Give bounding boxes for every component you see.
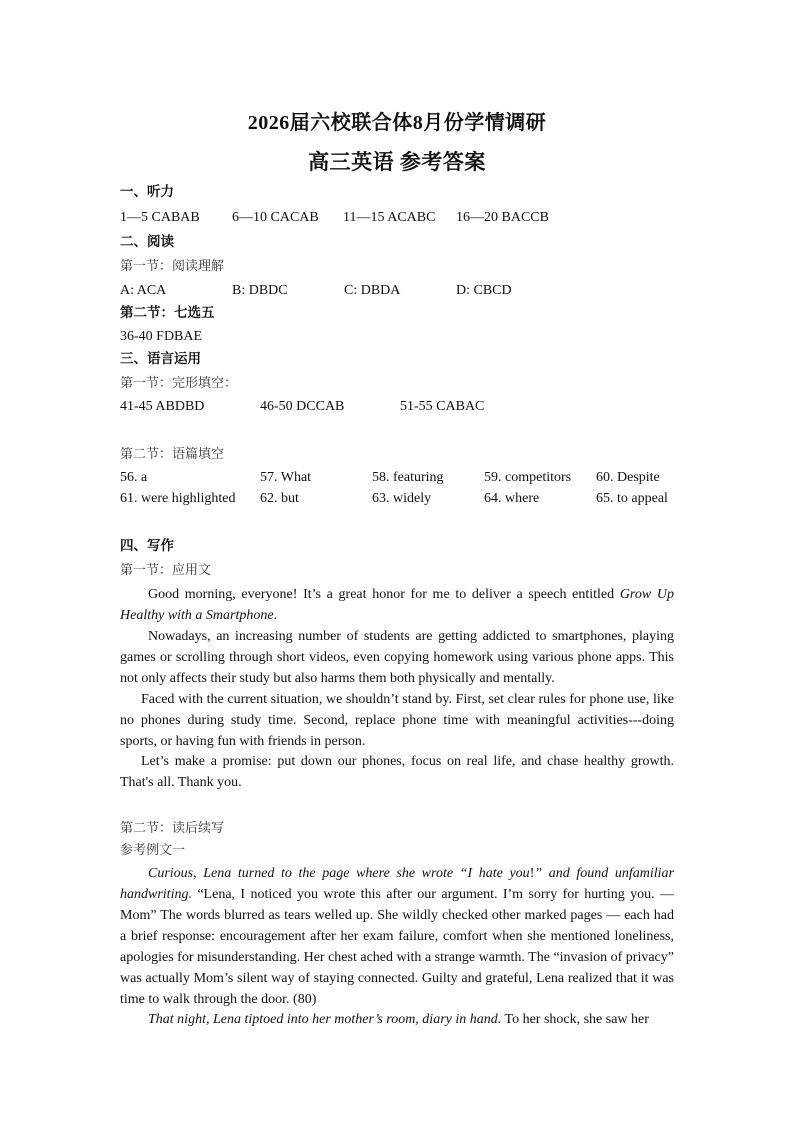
reading-section2-label: 第二节：七选五 [120, 305, 215, 321]
story-paragraph-1: Curious, Lena turned to the page where she wrote “I hate you!” and found unfamiliar handwriting. “Lena, I noticed you wrote this after our argument. I’m sorry for hurting you. —Mom” The words blurred as tears welled up. She wildly checked other marked pages — each had a brief response: encouragement after her exam failure, comfort when she mentioned loneliness, apologies for misunderstanding. Her chest ached with a strange warmth. The “invasion of privacy” was actually Mom’s silent way of staying connected. Guilty and grateful, Lena realized that it was time to walk through the door. (80) [120, 866, 675, 1007]
grammar-answer-56: 56. a [120, 470, 148, 485]
reading-section1-label: 第一节：阅读理解 [120, 259, 225, 274]
listening-heading: 一、听力 [120, 184, 174, 200]
reading-section2-answers: 36-40 FDBAE [120, 329, 203, 344]
grammar-answer-59: 59. competitors [484, 470, 572, 485]
writing-section2-label: 第二节：读后续写 [120, 821, 225, 836]
exam-title: 2026届六校联合体8月份学情调研 [247, 112, 547, 134]
essay-paragraph-4: Let’s make a promise: put down our phones, focus on real life, and chase healthy growth. That's all. Thank you. [120, 754, 674, 790]
grammar-fill-label: 第二节：语篇填空 [120, 447, 225, 462]
sample-essay-label: 参考例文一 [120, 843, 186, 858]
grammar-answer-64: 64. where [484, 491, 540, 506]
grammar-answer-57: 57. What [260, 470, 312, 485]
language-use-heading: 三、语言运用 [120, 351, 201, 367]
writing-section1-label: 第一节：应用文 [120, 563, 212, 578]
listening-group-4: 16—20 BACCB [456, 210, 549, 225]
writing-heading: 四、写作 [120, 538, 174, 554]
grammar-answer-65: 65. to appeal [596, 491, 668, 506]
essay-paragraph-3: Faced with the current situation, we shouldn’t stand by. First, set clear rules for phone use, like no phones during study time. Second, replace phone time with meaningful activities---doing sports, or having fun with friends in person. [120, 692, 674, 749]
answer-key-title: 高三英语 参考答案 [308, 150, 486, 174]
grammar-answer-58: 58. featuring [372, 470, 444, 485]
reading-answer-c: C: DBDA [344, 283, 401, 298]
listening-group-1: 1—5 CABAB [120, 210, 200, 225]
reading-answer-b: B: DBDC [232, 283, 288, 298]
listening-group-2: 6—10 CACAB [232, 210, 319, 225]
essay-speech-title: Grow Up Healthy with a Smartphone [120, 587, 674, 623]
essay-paragraph-2: Nowadays, an increasing number of students are getting addicted to smartphones, playing games or scrolling through short videos, even copying homework using various phone apps. This not only affects their study but also harms them both physically and mentally. [120, 629, 674, 686]
cloze-answers-1: 41-45 ABDBD [120, 399, 205, 414]
cloze-label: 第一节：完形填空： [120, 376, 238, 391]
listening-group-3: 11—15 ACABC [343, 210, 436, 225]
reading-answer-d: D: CBCD [456, 283, 512, 298]
grammar-answer-62: 62. but [260, 491, 299, 506]
grammar-answer-63: 63. widely [372, 491, 432, 506]
essay-paragraph-1: Good morning, everyone! It’s a great honor for me to deliver a speech entitled Grow Up Healthy with a Smartphone. [120, 587, 674, 623]
cloze-answers-2: 46-50 DCCAB [260, 399, 345, 414]
grammar-answer-61: 61. were highlighted [120, 491, 236, 506]
cloze-answers-3: 51-55 CABAC [400, 399, 485, 414]
reading-heading: 二、阅读 [120, 234, 174, 250]
reading-answer-a: A: ACA [120, 283, 167, 298]
story-paragraph-2: That night, Lena tiptoed into her mother’s room, diary in hand. To her shock, she saw her [148, 1012, 649, 1027]
grammar-answer-60: 60. Despite [596, 470, 660, 485]
